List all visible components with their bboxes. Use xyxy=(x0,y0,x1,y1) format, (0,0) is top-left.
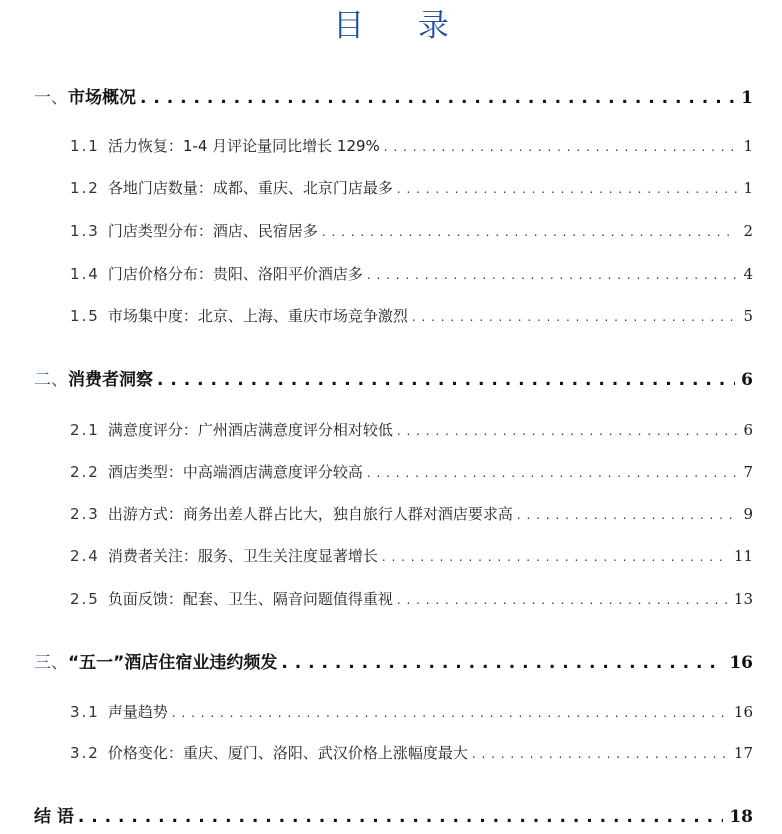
item-number: 2.1 xyxy=(70,421,100,439)
dot-leader xyxy=(384,134,738,159)
page-number: 1 xyxy=(741,88,753,108)
page-number: 16 xyxy=(733,703,753,721)
item-number: 1.2 xyxy=(70,179,100,197)
item-label: 声量趋势 xyxy=(107,703,168,721)
section-number: 三、 xyxy=(34,653,68,673)
dot-leader xyxy=(397,418,738,443)
item-label: 各地门店数量：成都、重庆、北京门店最多 xyxy=(107,179,393,197)
dot-leader xyxy=(382,544,728,569)
dot-leader xyxy=(397,176,738,201)
dot-leader xyxy=(172,700,728,725)
toc-item-3-1[interactable] xyxy=(70,700,753,725)
item-number: 3.2 xyxy=(70,744,100,762)
item-number: 2.3 xyxy=(70,505,100,523)
section-label: 市场概况 xyxy=(68,88,136,108)
dot-leader xyxy=(322,219,738,244)
toc-item-2-3[interactable] xyxy=(70,502,753,527)
dot-leader xyxy=(412,304,738,329)
page-number: 6 xyxy=(741,370,753,390)
item-label: 门店价格分布：贵阳、洛阳平价酒店多 xyxy=(107,265,363,283)
toc-title: 目 录 xyxy=(333,8,471,44)
dot-leader xyxy=(367,460,738,485)
item-number: 1.4 xyxy=(70,265,100,283)
dot-leader xyxy=(78,804,723,830)
item-label: 出游方式：商务出差人群占比大，独自旅行人群对酒店要求高 xyxy=(107,505,513,523)
page-number: 4 xyxy=(743,265,753,283)
item-number: 3.1 xyxy=(70,703,100,721)
dot-leader xyxy=(140,85,735,111)
item-label: 市场集中度：北京、上海、重庆市场竞争激烈 xyxy=(107,307,408,325)
section-number: 二、 xyxy=(34,370,68,390)
dot-leader xyxy=(517,502,738,527)
item-label: 消费者关注：服务、卫生关注度显著增长 xyxy=(107,547,378,565)
item-label: 满意度评分：广州酒店满意度评分相对较低 xyxy=(107,421,393,439)
page-number: 1 xyxy=(743,179,753,197)
page-number: 16 xyxy=(729,653,753,673)
dot-leader xyxy=(157,367,735,393)
item-label: 酒店类型：中高端酒店满意度评分较高 xyxy=(107,463,363,481)
toc-item-1-5[interactable] xyxy=(70,304,753,329)
item-number: 1.1 xyxy=(70,137,100,155)
section-number: 一、 xyxy=(34,88,68,108)
toc-section-2[interactable] xyxy=(34,367,753,393)
page-number: 18 xyxy=(729,807,753,827)
section-label: 消费者洞察 xyxy=(68,370,153,390)
toc-item-3-2[interactable] xyxy=(70,741,753,766)
page-number: 13 xyxy=(733,590,753,608)
toc-section-3[interactable] xyxy=(34,650,753,676)
toc-item-1-1[interactable] xyxy=(70,134,753,159)
item-label: 负面反馈：配套、卫生、隔音问题值得重视 xyxy=(107,590,393,608)
dot-leader xyxy=(397,587,728,612)
item-number: 2.4 xyxy=(70,547,100,565)
item-label: 活力恢复：1-4 月评论量同比增长 129% xyxy=(107,137,380,155)
item-label: 价格变化：重庆、厦门、洛阳、武汉价格上涨幅度最大 xyxy=(107,744,468,762)
section-label: “五一”酒店住宿业违约频发 xyxy=(68,653,278,673)
section-label: 结 语 xyxy=(34,807,74,827)
toc-section-conclusion[interactable] xyxy=(34,804,753,830)
item-number: 2.2 xyxy=(70,463,100,481)
item-label: 门店类型分布：酒店、民宿居多 xyxy=(107,222,318,240)
page-number: 2 xyxy=(743,222,753,240)
item-number: 1.5 xyxy=(70,307,100,325)
page-number: 7 xyxy=(743,463,753,481)
dot-leader xyxy=(367,262,738,287)
page-number: 9 xyxy=(743,505,753,523)
page-number: 6 xyxy=(743,421,753,439)
toc-item-2-4[interactable] xyxy=(70,544,753,569)
toc-item-2-5[interactable] xyxy=(70,587,753,612)
dot-leader xyxy=(472,741,728,766)
page-number: 17 xyxy=(733,744,753,762)
toc-item-1-2[interactable] xyxy=(70,176,753,201)
page-number: 5 xyxy=(743,307,753,325)
page-number: 1 xyxy=(743,137,753,155)
toc-item-2-2[interactable] xyxy=(70,460,753,485)
item-number: 1.3 xyxy=(70,222,100,240)
page-number: 11 xyxy=(733,547,753,565)
toc-item-1-3[interactable] xyxy=(70,219,753,244)
dot-leader xyxy=(281,650,723,676)
toc-section-1[interactable] xyxy=(34,85,753,111)
toc-item-1-4[interactable] xyxy=(70,262,753,287)
toc-item-2-1[interactable] xyxy=(70,418,753,443)
item-number: 2.5 xyxy=(70,590,100,608)
